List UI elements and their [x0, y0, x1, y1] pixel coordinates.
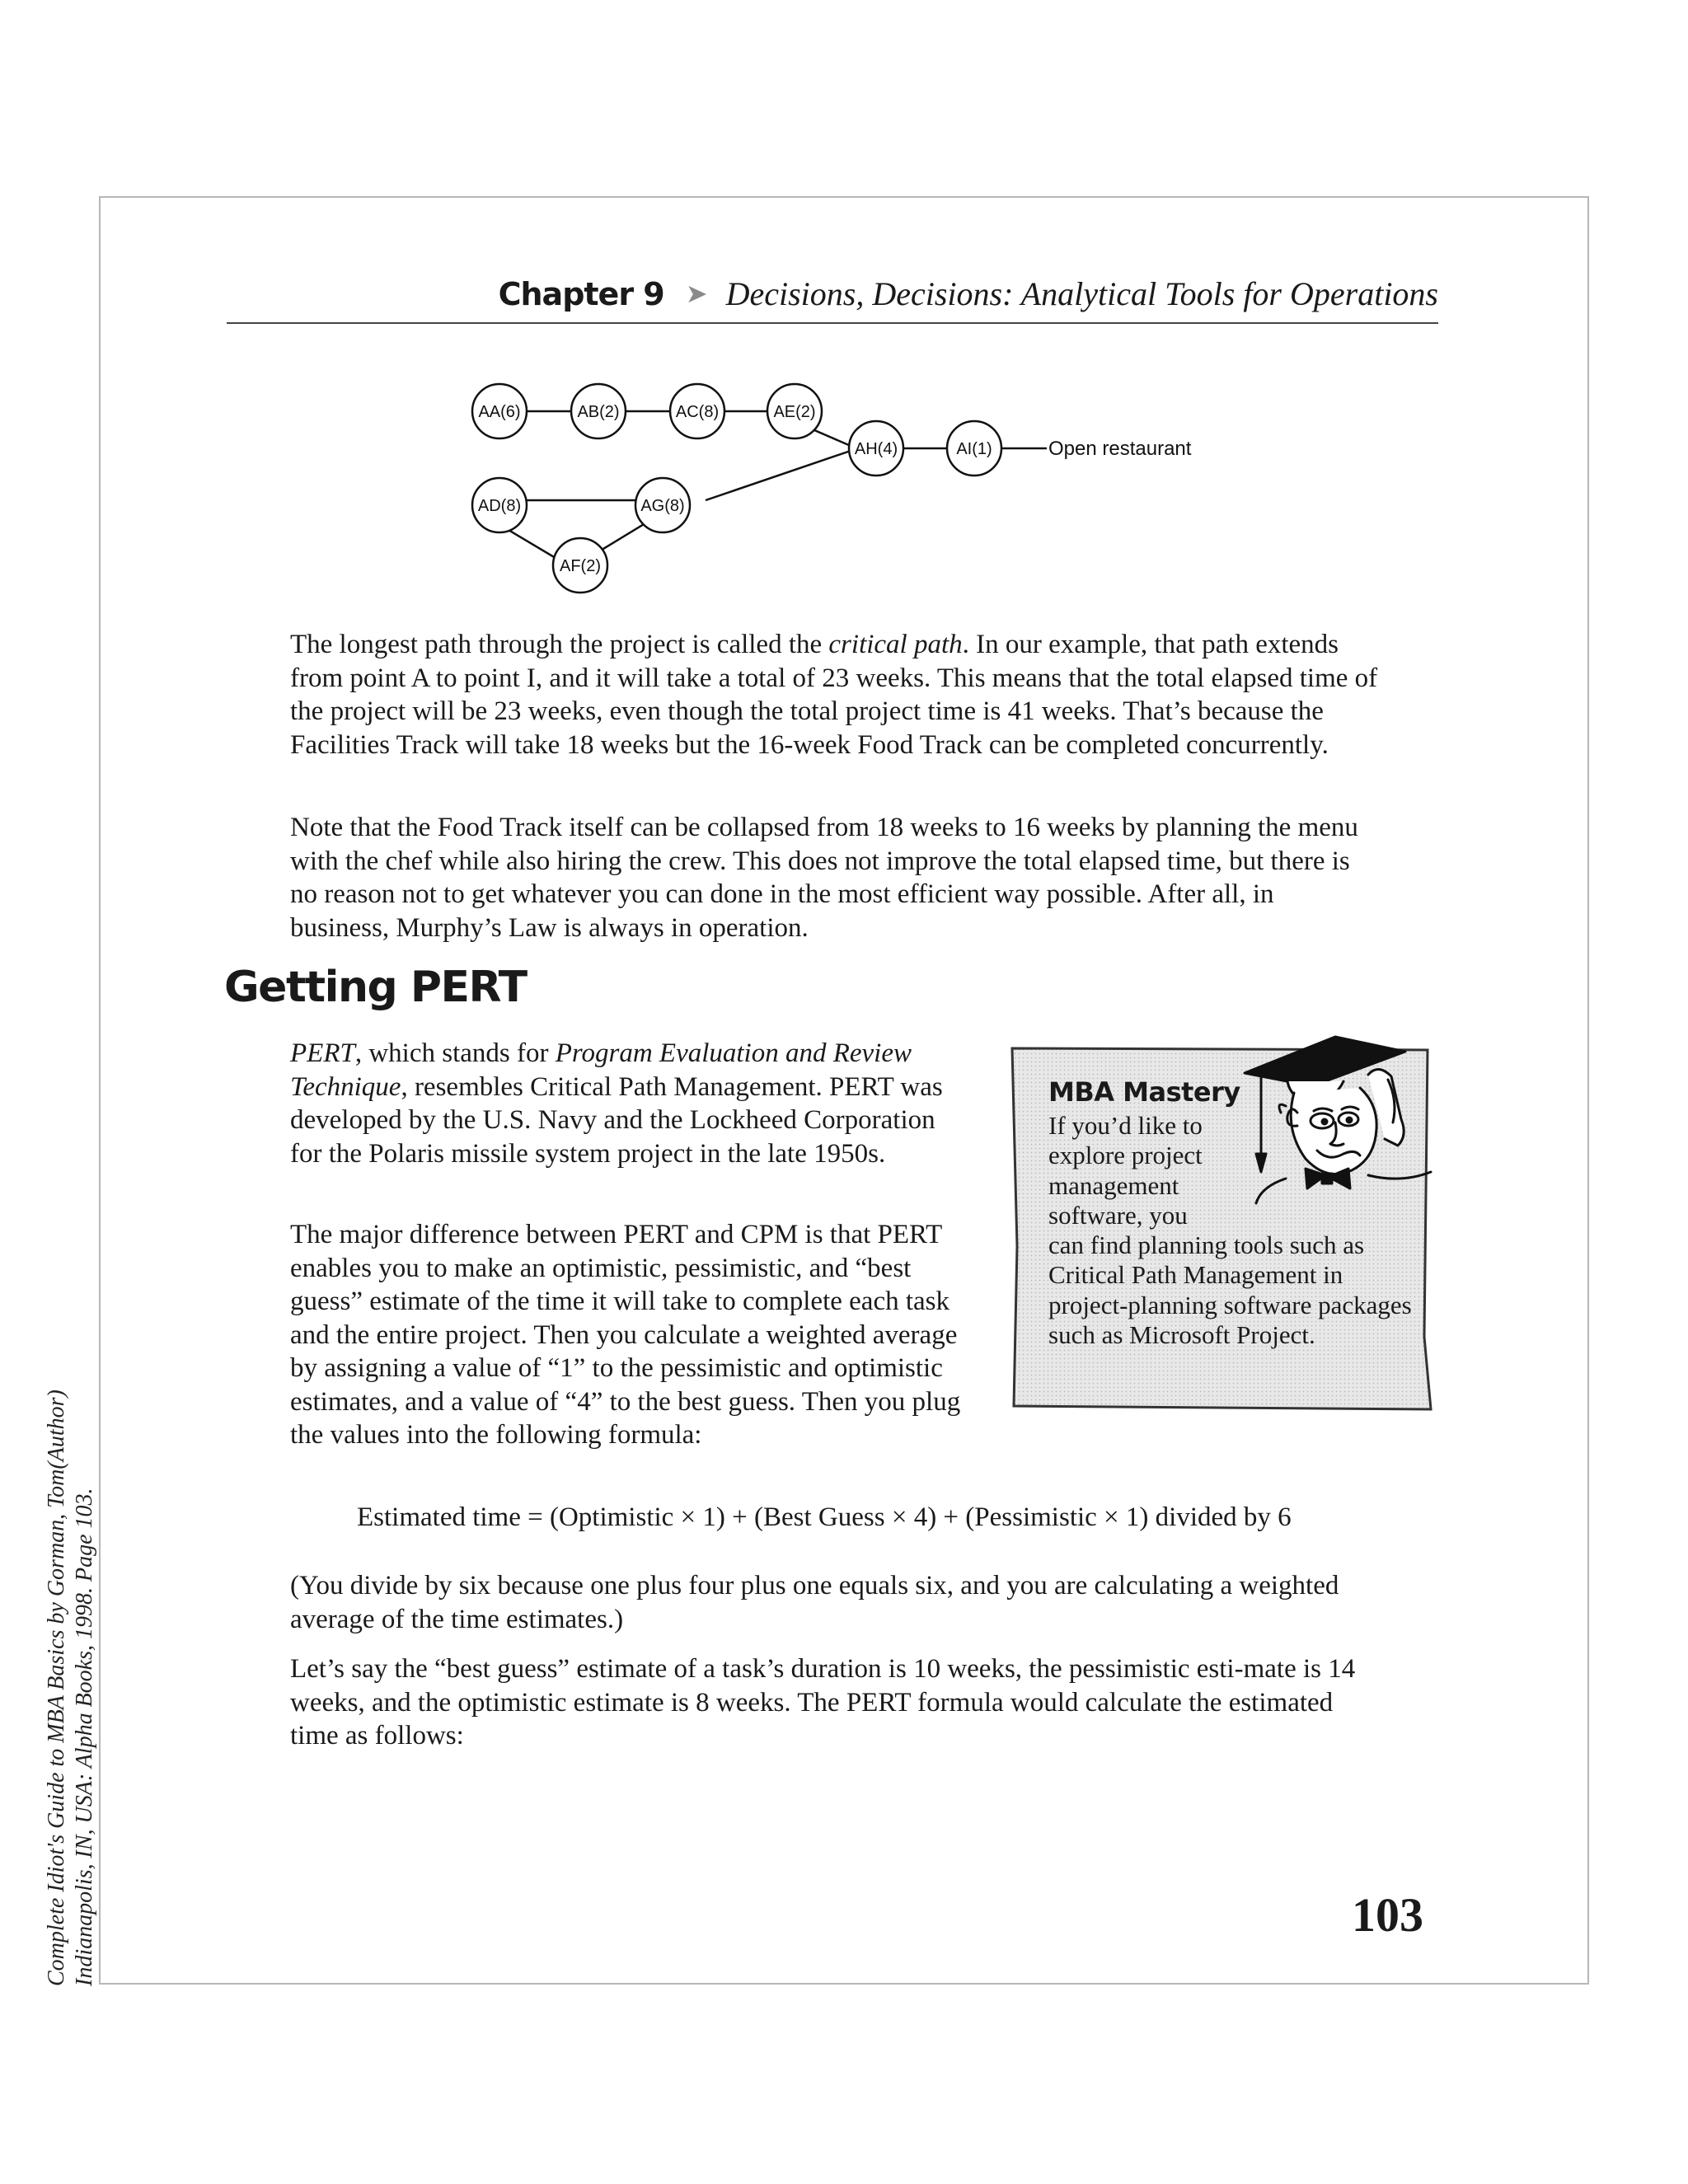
chapter-title: Decisions, Decisions: Analytical Tools for Operations — [725, 275, 1438, 312]
pert-formula: Estimated time = (Optimistic × 1) + (Best Guess × 4) + (Pessimistic × 1) divided by 6 — [357, 1502, 1292, 1532]
sidebar-text-short: If you’d like to explore project management software, you — [1048, 1111, 1203, 1230]
professor-mascot-icon — [1236, 1030, 1451, 1207]
p1-text-b: . In our example, that path extends from point A to point I, and it will take a total of 23 weeks. This means that the total elapsed time of the project will be 23 weeks, even though the total project time is 41 weeks. That’s because the Facilities Track will take 18 weeks but the 16-week Food Track can be completed concurrently. — [290, 630, 1378, 760]
p1-text-a: The longest path through the project is called the — [290, 630, 829, 659]
paragraph-divide-by-six: (You divide by six because one plus four plus one equals six, and you are calculating a weighted average of the time estimates.) — [290, 1571, 1339, 1634]
arrow-icon: ➤ — [685, 278, 708, 309]
page-number: 103 — [1352, 1888, 1423, 1942]
side-credit — [43, 997, 99, 1986]
paragraph-pert-vs-cpm: The major difference between PERT and CPM is that PERT enables you to make an optimistic, pessimistic, and “best guess” estimate of the time it will take to complete each task and the entire project. Then you calculate a weighted average by assigning a value of “1” to the pessimistic and optimistic estimates, and a value of “4” to the best guess. Then you plug the values into the following formula: — [290, 1220, 961, 1450]
sidebar-title: MBA Mastery — [1048, 1076, 1240, 1108]
node-ah: AH(4) — [854, 440, 898, 458]
sidebar-text-long: can find planning tools such as Critical Path Management in project-planning software packages such as Microsoft Project. — [1048, 1230, 1412, 1350]
p1-emphasis: critical path — [828, 630, 963, 659]
running-head — [227, 268, 1438, 324]
paragraph-critical-path — [290, 628, 1395, 762]
p3-emphasis-b: Program Evaluation and Review Technique — [290, 1038, 912, 1102]
chapter-label: Chapter 9 — [498, 276, 664, 312]
node-ab: AB(2) — [577, 403, 620, 421]
credit-line-1: Complete Idiot's Guide to MBA Basics by Gorman, Tom(Author) — [44, 1390, 69, 1986]
node-ac: AC(8) — [675, 403, 720, 421]
paragraph-example: Let’s say the “best guess” estimate of a task’s duration is 10 weeks, the pessimistic esti-mate is 14 weeks, and the optimistic estimate is 8 weeks. The PERT formula would calculate the estimated time as follows: — [290, 1654, 1356, 1750]
end-label: Open restaurant — [1048, 438, 1192, 460]
node-ad: AD(8) — [477, 497, 522, 515]
p3-text-b: , resembles Critical Path Management. PERT was developed by the U.S. Navy and the Lockheed Corporation for the Polaris missile system project in the late 1950s. — [290, 1071, 943, 1169]
node-ae: AE(2) — [773, 403, 816, 421]
section-heading: Getting PERT — [224, 963, 527, 1012]
paragraph-pert-intro — [290, 1037, 958, 1170]
p3-text-a: , which stands for — [354, 1038, 556, 1068]
credit-line-2: Indianapolis, IN, USA: Alpha Books, 1998. Page 103. — [72, 1488, 97, 1986]
node-ai: AI(1) — [956, 440, 992, 458]
paragraph-food-track: Note that the Food Track itself can be collapsed from 18 weeks to 16 weeks by planning the menu with the chef while also hiring the crew. This does not improve the total elapsed time, but there is no reason not to get whatever you can done in the most efficient way possible. After all, in business, Murphy’s Law is always in operation. — [290, 813, 1358, 943]
node-af: AF(2) — [560, 557, 601, 575]
critical-path-diagram — [429, 375, 1253, 606]
sidebar-mba-mastery — [1006, 1040, 1434, 1413]
node-ag: AG(8) — [640, 497, 685, 515]
node-aa: AA(6) — [478, 403, 521, 421]
p3-emphasis-a: PERT — [290, 1038, 355, 1068]
